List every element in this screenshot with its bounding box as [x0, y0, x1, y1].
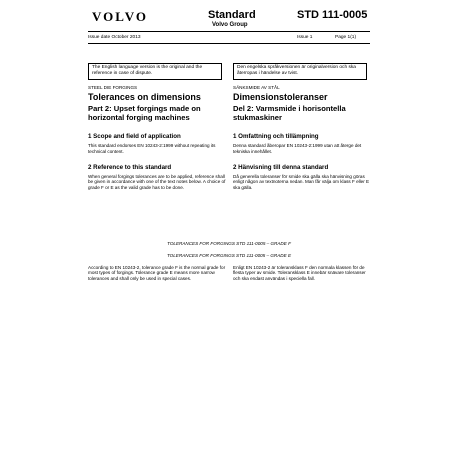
- tolerance-note-grade-e: TOLERANCES FOR FORGINGS STD 111-0005 – GRADE E: [166, 253, 292, 258]
- title-swedish: Dimensionstoleranser: [233, 92, 328, 102]
- section-2-text-swedish: Då generella toleranser för smide ska gälla ska hänvisning göras enligt någon av textnoterna nedan. Man får välja om klass F eller E ska gälla.: [233, 174, 370, 190]
- section-1-text-english: This standard endorses EN 10243-2:1999 without repeating its technical content.: [88, 143, 216, 154]
- pretitle-english: STEEL DIE FORGINGS: [88, 85, 138, 90]
- section-1-heading-english: 1 Scope and field of application: [88, 133, 181, 141]
- section-2-text-english: When general forgings tolerances are to be applied, reference shall be given in accordance with one of the text notes below. A choice of grade F or E as the valid grade has to be done.: [88, 174, 226, 190]
- issue-number: Issue 1: [297, 35, 313, 40]
- title-english: Tolerances on dimensions: [88, 92, 201, 102]
- english-column: [88, 85, 226, 190]
- section-2-heading-english: 2 Reference to this standard: [88, 164, 172, 171]
- section-1-text-swedish: Denna standard åberopar EN 10243-2:1999 utan att återge det tekniska innehållet.: [233, 143, 362, 154]
- document-number: STD 111-0005: [297, 9, 368, 21]
- section-2-text2-swedish: Enligt EN 10243-2 är toleransklass F den normala klassen för de flesta typer av smide. Toleransklass E innebär snävare toleranser och ska endast användas i speciella fall.: [233, 265, 366, 281]
- page-number: Page 1(1): [335, 35, 357, 40]
- header-divider: [88, 31, 370, 32]
- section-2-heading-swedish: 2 Hänvisning till denna standard: [233, 164, 329, 171]
- organization-name: Volvo Group: [212, 22, 248, 28]
- document-type: Standard: [208, 9, 256, 21]
- pretitle-swedish: SÄNKSMIDE AV STÅL: [233, 85, 280, 90]
- subtitle-english: Part 2: Upset forgings made on horizontal forging machines: [88, 104, 201, 122]
- tolerance-note-grade-f: TOLERANCES FOR FORGINGS STD 111-0005 – GRADE F: [167, 241, 291, 246]
- meta-divider: [88, 43, 370, 44]
- volvo-logo: VOLVO: [92, 9, 148, 24]
- notice-box-swedish: Den engelska språkversionen är originalversion och ska återropas i händelse av tvist.: [233, 63, 367, 80]
- section-1-heading-swedish: 1 Omfattning och tillämpning: [233, 133, 319, 141]
- swedish-column: [233, 85, 371, 190]
- issue-date: Issue date October 2013: [88, 35, 141, 40]
- subtitle-swedish: Del 2: Varmsmide i horisontella stukmaskiner: [233, 104, 346, 122]
- section-2-text2-english: According to EN 10243-2, tolerance grade F is the normal grade for most types of forgings. Tolerance grade E means more narrow tolerances and shall only be used in special cases.: [88, 265, 226, 281]
- notice-box-english: The English language version is the original and the reference in case of dispute.: [88, 63, 222, 80]
